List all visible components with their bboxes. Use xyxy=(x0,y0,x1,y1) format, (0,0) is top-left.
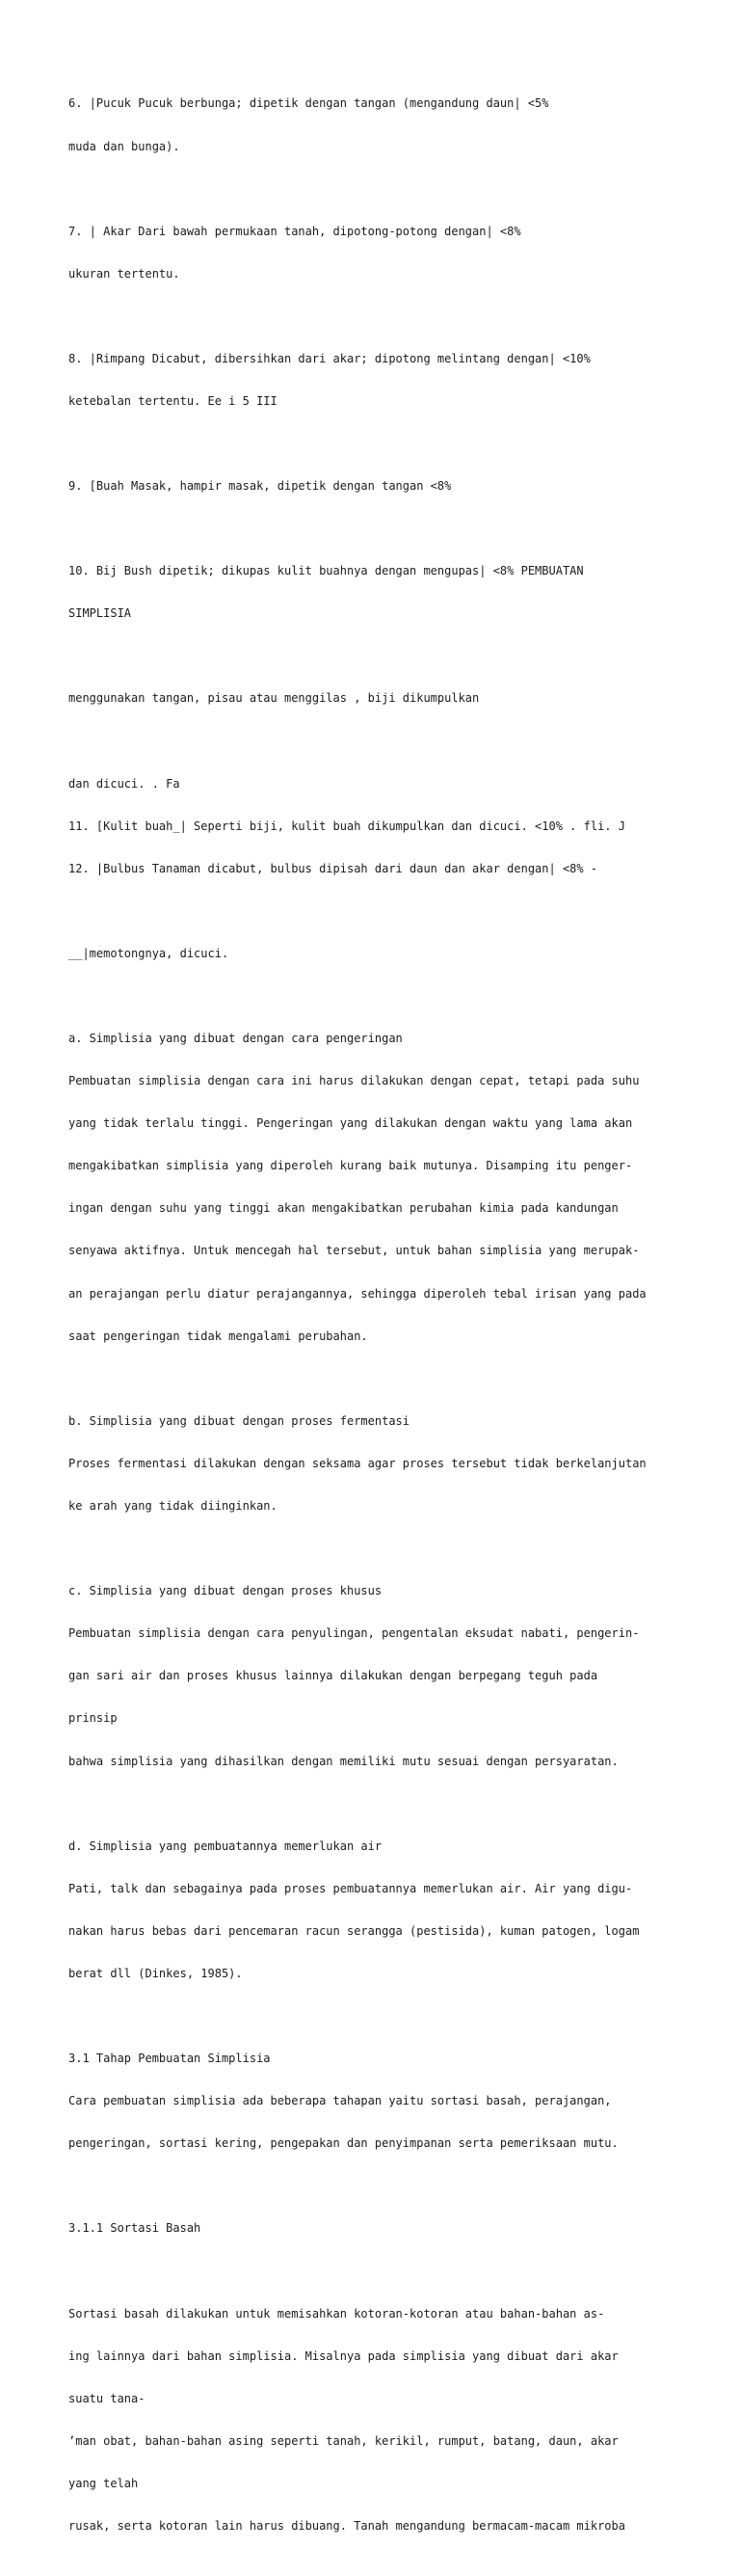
text-line: SIMPLISIA xyxy=(68,606,132,621)
text-line: Cara pembuatan simplisia ada beberapa tahapan yaitu sortasi basah, perajangan, xyxy=(68,2094,612,2108)
section-a xyxy=(68,1004,704,1372)
text-line: dan dicuci. . Fa xyxy=(68,776,180,791)
text-line: gan sari air dan proses khusus lainnya dilakukan dengan berpegang teguh pada xyxy=(68,1669,598,1683)
text-line: 6. |Pucuk Pucuk berbunga; dipetik dengan tangan (mengandung daun| <5% xyxy=(68,96,549,111)
text-line: ingan dengan suhu yang tinggi akan mengakibatkan perubahan kimia pada kandungan xyxy=(68,1201,619,1216)
text-line: Pati, talk dan sebagainya pada proses pembuatannya memerlukan air. Air yang digu- xyxy=(68,1881,633,1895)
text-line: rusak, serta kotoran lain harus dibuang. Tanah mengandung bermacam-macam mikroba xyxy=(68,2519,625,2534)
text-line: ing lainnya dari bahan simplisia. Misalnya pada simplisia yang dibuat dari akar xyxy=(68,2348,619,2363)
text-line: Pembuatan simplisia dengan cara ini harus dilakukan dengan cepat, tetapi pada suhu xyxy=(68,1074,640,1088)
text-line: mengakibatkan simplisia yang diperoleh kurang baik mutunya. Disamping itu penger- xyxy=(68,1159,633,1173)
list-item-6 xyxy=(68,68,704,182)
text-line: an perajangan perlu diatur perajangannya, sehingga diperoleh tebal irisan yang pada xyxy=(68,1286,647,1301)
section-heading: b. Simplisia yang dibuat dengan proses fermentasi xyxy=(68,1413,410,1428)
list-item-8 xyxy=(68,323,704,437)
list-item-7 xyxy=(68,196,704,309)
text-line: suatu tana- xyxy=(68,2391,145,2405)
section-heading: 3.1 Tahap Pembuatan Simplisia xyxy=(68,2052,271,2066)
text-line: 12. |Bulbus Tanaman dicabut, bulbus dipisah dari daun dan akar dengan| <8% - xyxy=(68,861,598,875)
section-d xyxy=(68,1811,704,2009)
text-line: menggunakan tangan, pisau atau menggilas , biji dikumpulkan xyxy=(68,691,480,706)
text-line: 8. |Rimpang Dicabut, dibersihkan dari akar; dipotong melintang dengan| <10% xyxy=(68,351,591,365)
section-3-1-1-body xyxy=(68,2278,704,2562)
text-line: 10. Bij Bush dipetik; dikupas kulit buahnya dengan mengupas| <8% PEMBUATAN xyxy=(68,564,584,578)
text-line: senyawa aktifnya. Untuk mencegah hal tersebut, untuk bahan simplisia yang merupak- xyxy=(68,1244,640,1258)
text-line: bahwa simplisia yang dihasilkan dengan memiliki mutu sesuai dengan persyaratan. xyxy=(68,1754,619,1768)
text-line: __|memotongnya, dicuci. xyxy=(68,946,229,960)
text-line: 9. [Buah Masak, hampir masak, dipetik dengan tangan <8% xyxy=(68,479,452,494)
paragraph xyxy=(68,918,704,989)
section-heading: a. Simplisia yang dibuat dengan cara pengeringan xyxy=(68,1031,403,1045)
text-line: ketebalan tertentu. Ee i 5 III xyxy=(68,393,278,408)
text-line: ’man obat, bahan-bahan asing seperti tanah, kerikil, rumput, batang, daun, akar xyxy=(68,2433,619,2448)
text-line: 7. | Akar Dari bawah permukaan tanah, dipotong-potong dengan| <8% xyxy=(68,224,521,238)
text-line: Pembuatan simplisia dengan cara penyulingan, pengentalan eksudat nabati, pengerin- xyxy=(68,1626,640,1641)
text-line: nakan harus bebas dari pencemaran racun serangga (pestisida), kuman patogen, logam xyxy=(68,1923,640,1938)
text-line: 11. [Kulit buah_| Seperti biji, kulit buah dikumpulkan dan dicuci. <10% . fli. J xyxy=(68,818,625,833)
text-line: yang tidak terlalu tinggi. Pengeringan yang dilakukan dengan waktu yang lama akan xyxy=(68,1116,633,1131)
document-page xyxy=(68,68,704,2576)
text-line: prinsip xyxy=(68,1711,118,1726)
paragraph xyxy=(68,663,704,735)
text-line: pengeringan, sortasi kering, pengepakan dan penyimpanan serta pemeriksaan mutu. xyxy=(68,2136,619,2151)
section-c xyxy=(68,1556,704,1797)
text-line: saat pengeringan tidak mengalami perubahan. xyxy=(68,1328,368,1343)
section-heading: c. Simplisia yang dibuat dengan proses khusus xyxy=(68,1584,383,1598)
text-line: yang telah xyxy=(68,2477,139,2490)
text-line: ke arah yang tidak diinginkan. xyxy=(68,1499,278,1514)
text-line: ukuran tertentu. xyxy=(68,266,180,281)
section-3-1 xyxy=(68,2024,704,2180)
section-b xyxy=(68,1385,704,1542)
section-3-1-1-heading xyxy=(68,2193,704,2265)
section-heading: 3.1.1 Sortasi Basah xyxy=(68,2221,201,2236)
text-line: Sortasi basah dilakukan untuk memisahkan kotoran-kotoran atau bahan-bahan as- xyxy=(68,2306,605,2321)
text-line: muda dan bunga). xyxy=(68,139,180,153)
section-heading: d. Simplisia yang pembuatannya memerlukan air xyxy=(68,1838,383,1853)
list-item-10 xyxy=(68,536,704,650)
text-line: Proses fermentasi dilakukan dengan seksama agar proses tersebut tidak berkelanjutan xyxy=(68,1456,647,1470)
list-items-11-12 xyxy=(68,748,704,904)
list-item-9 xyxy=(68,451,704,523)
text-line: berat dll (Dinkes, 1985). xyxy=(68,1967,243,1981)
